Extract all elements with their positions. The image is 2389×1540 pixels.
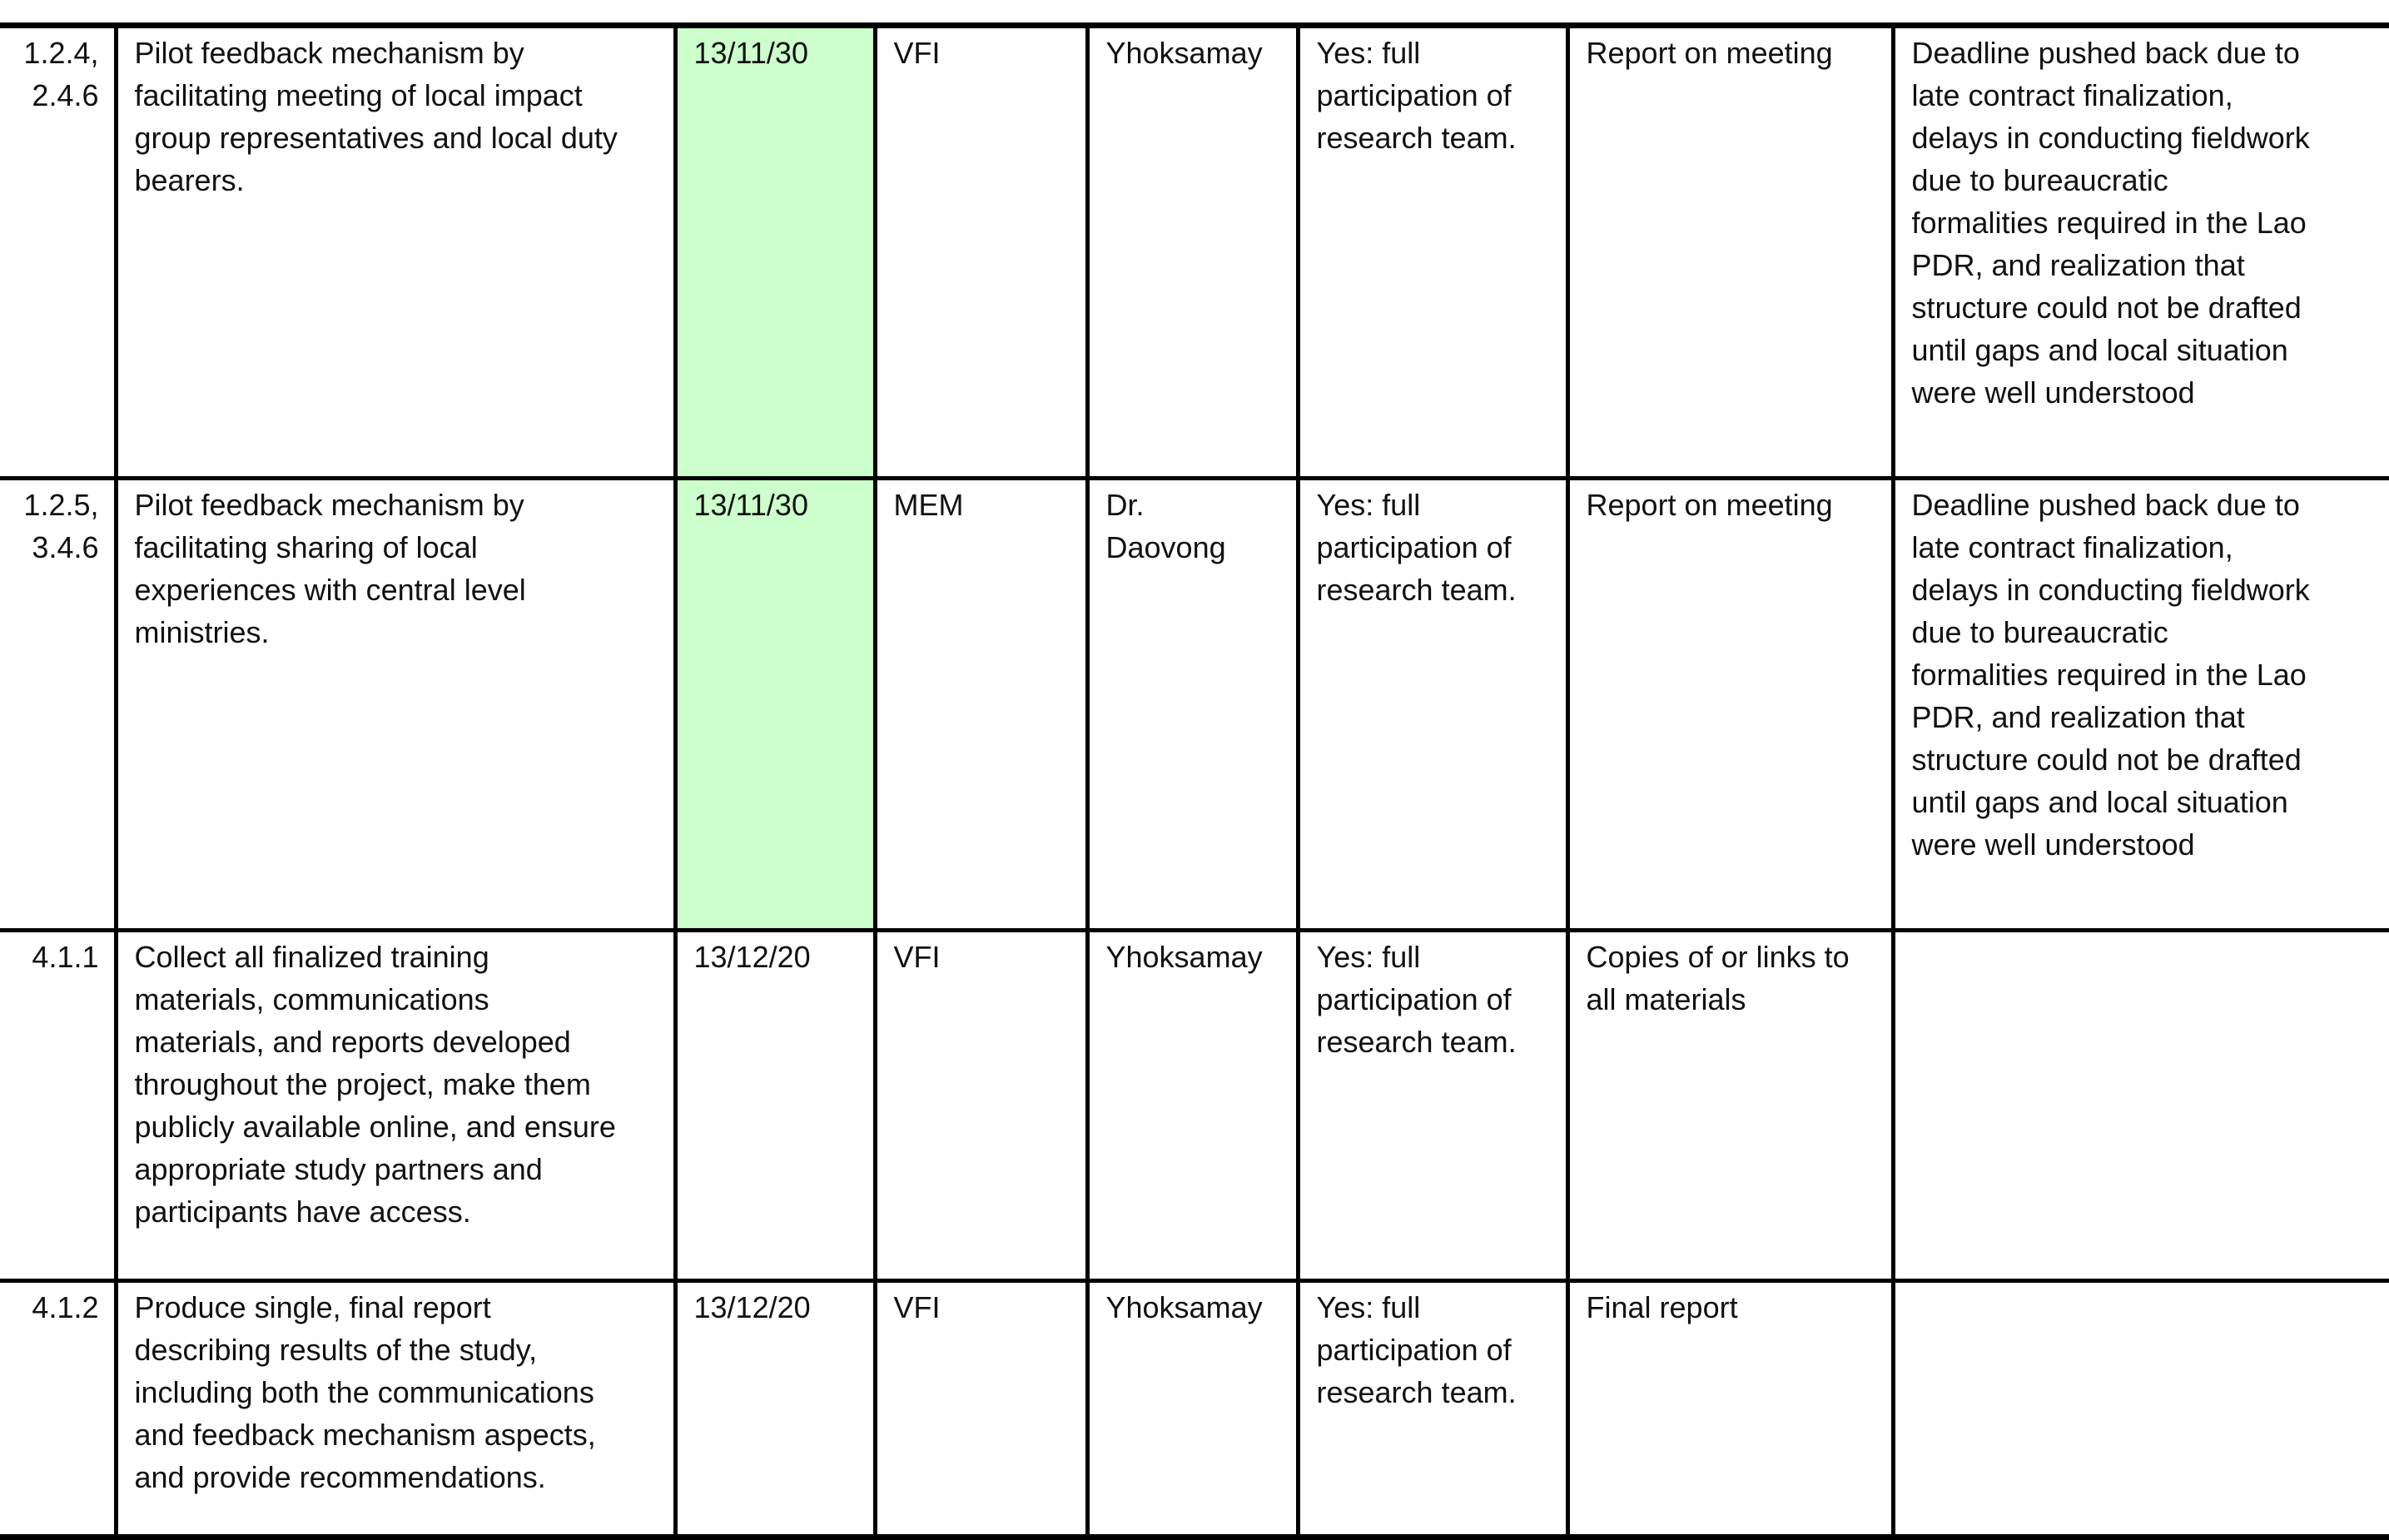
participation-cell	[1298, 1281, 1567, 1538]
participation-cell-line: Yes: full	[1317, 32, 1551, 74]
organization-cell: VFI	[875, 1281, 1087, 1538]
notes-cell-line: delays in conducting fieldwork	[1912, 569, 2389, 611]
ref-number-cell-line: 1.2.4,	[17, 32, 99, 74]
ref-number-cell-line: 1.2.5,	[17, 484, 99, 526]
ref-number-cell	[0, 931, 116, 1281]
activity-cell-line: publicly available online, and ensure	[135, 1105, 658, 1148]
activity-cell	[116, 26, 675, 479]
output-cell-line: Copies of or links to	[1587, 936, 1876, 978]
participation-cell-line: research team.	[1317, 1021, 1551, 1063]
notes-cell	[1893, 931, 2389, 1281]
workplan-table	[0, 22, 2389, 1540]
ref-number-cell-line: 2.4.6	[17, 74, 99, 117]
notes-cell-line: Deadline pushed back due to	[1912, 484, 2389, 526]
responsible-person-cell	[1087, 1281, 1298, 1538]
ref-number-cell	[0, 26, 116, 479]
activity-cell-line: describing results of the study,	[135, 1329, 658, 1371]
responsible-person-cell-line: Daovong	[1106, 526, 1281, 569]
activity-cell-line: throughout the project, make them	[135, 1063, 658, 1105]
participation-cell-line: participation of	[1317, 74, 1551, 117]
deadline-cell: 13/12/20	[675, 931, 875, 1281]
table-body	[0, 26, 2389, 1538]
ref-number-cell	[0, 1281, 116, 1538]
output-cell-line: Report on meeting	[1587, 32, 1876, 74]
notes-cell-line: formalities required in the Lao	[1912, 653, 2389, 696]
activity-cell-line: ministries.	[135, 611, 658, 653]
ref-number-cell	[0, 479, 116, 931]
activity-cell-line: Pilot feedback mechanism by	[135, 32, 658, 74]
activity-cell-line: appropriate study partners and	[135, 1148, 658, 1190]
activity-cell-line: experiences with central level	[135, 569, 658, 611]
output-cell	[1567, 1281, 1893, 1538]
responsible-person-cell-line: Yhoksamay	[1106, 32, 1281, 74]
activity-cell-line: group representatives and local duty	[135, 117, 658, 159]
notes-cell-line: PDR, and realization that	[1912, 696, 2389, 738]
notes-cell-line: late contract finalization,	[1912, 74, 2389, 117]
participation-cell	[1298, 479, 1567, 931]
table-row	[0, 479, 2389, 931]
organization-cell: VFI	[875, 26, 1087, 479]
deadline-cell: 13/11/30	[675, 26, 875, 479]
activity-cell-line: Produce single, final report	[135, 1286, 658, 1329]
participation-cell	[1298, 931, 1567, 1281]
notes-cell-line: were well understood	[1912, 371, 2389, 414]
notes-cell-line: late contract finalization,	[1912, 526, 2389, 569]
notes-cell-line: due to bureaucratic	[1912, 159, 2389, 201]
output-cell-line: Report on meeting	[1587, 484, 1876, 526]
organization-cell: MEM	[875, 479, 1087, 931]
activity-cell-line: Pilot feedback mechanism by	[135, 484, 658, 526]
organization-cell: VFI	[875, 931, 1087, 1281]
activity-cell	[116, 931, 675, 1281]
output-cell-line: Final report	[1587, 1286, 1876, 1329]
responsible-person-cell-line: Yhoksamay	[1106, 936, 1281, 978]
participation-cell-line: research team.	[1317, 569, 1551, 611]
activity-cell-line: facilitating sharing of local	[135, 526, 658, 569]
deadline-cell: 13/11/30	[675, 479, 875, 931]
notes-cell-line: structure could not be drafted	[1912, 738, 2389, 781]
participation-cell-line: participation of	[1317, 526, 1551, 569]
output-cell	[1567, 931, 1893, 1281]
activity-cell-line: and provide recommendations.	[135, 1456, 658, 1498]
output-cell	[1567, 479, 1893, 931]
notes-cell-line: were well understood	[1912, 823, 2389, 866]
participation-cell-line: Yes: full	[1317, 936, 1551, 978]
activity-cell	[116, 1281, 675, 1538]
deadline-cell: 13/12/20	[675, 1281, 875, 1538]
ref-number-cell-line: 3.4.6	[17, 526, 99, 569]
participation-cell-line: research team.	[1317, 117, 1551, 159]
notes-cell-line: Deadline pushed back due to	[1912, 32, 2389, 74]
participation-cell-line: Yes: full	[1317, 1286, 1551, 1329]
notes-cell-line: structure could not be drafted	[1912, 286, 2389, 329]
activity-cell	[116, 479, 675, 931]
participation-cell-line: Yes: full	[1317, 484, 1551, 526]
activity-cell-line: Collect all finalized training	[135, 936, 658, 978]
ref-number-cell-line: 4.1.1	[17, 936, 99, 978]
notes-cell-line: due to bureaucratic	[1912, 611, 2389, 653]
participation-cell-line: participation of	[1317, 978, 1551, 1021]
activity-cell-line: materials, communications	[135, 978, 658, 1021]
participation-cell	[1298, 26, 1567, 479]
activity-cell-line: including both the communications	[135, 1371, 658, 1413]
notes-cell	[1893, 479, 2389, 931]
ref-number-cell-line: 4.1.2	[17, 1286, 99, 1329]
notes-cell-line: PDR, and realization that	[1912, 244, 2389, 286]
activity-cell-line: and feedback mechanism aspects,	[135, 1413, 658, 1456]
notes-cell-line: formalities required in the Lao	[1912, 201, 2389, 244]
responsible-person-cell	[1087, 931, 1298, 1281]
table-row	[0, 1281, 2389, 1538]
notes-cell	[1893, 1281, 2389, 1538]
table-row	[0, 931, 2389, 1281]
activity-cell-line: materials, and reports developed	[135, 1021, 658, 1063]
output-cell	[1567, 26, 1893, 479]
responsible-person-cell	[1087, 26, 1298, 479]
activity-cell-line: participants have access.	[135, 1190, 658, 1233]
notes-cell-line: until gaps and local situation	[1912, 329, 2389, 371]
participation-cell-line: research team.	[1317, 1371, 1551, 1413]
activity-cell-line: facilitating meeting of local impact	[135, 74, 658, 117]
participation-cell-line: participation of	[1317, 1329, 1551, 1371]
notes-cell-line: until gaps and local situation	[1912, 781, 2389, 823]
responsible-person-cell-line: Yhoksamay	[1106, 1286, 1281, 1329]
responsible-person-cell-line: Dr.	[1106, 484, 1281, 526]
activity-cell-line: bearers.	[135, 159, 658, 201]
table-row	[0, 26, 2389, 479]
responsible-person-cell	[1087, 479, 1298, 931]
notes-cell-line: delays in conducting fieldwork	[1912, 117, 2389, 159]
output-cell-line: all materials	[1587, 978, 1876, 1021]
notes-cell	[1893, 26, 2389, 479]
